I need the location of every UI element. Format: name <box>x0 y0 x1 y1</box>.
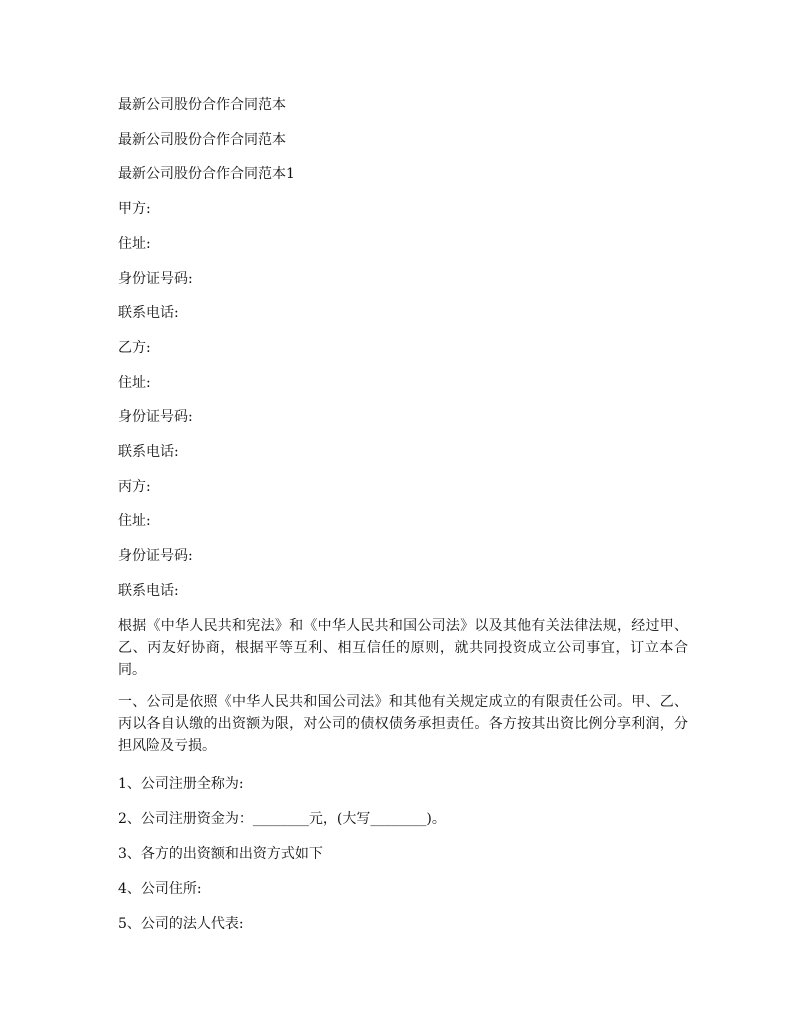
party-c-id-number: 身份证号码: <box>118 548 193 565</box>
party-c-phone: 联系电话: <box>118 582 179 599</box>
document-title: 最新公司股份合作合同范本 <box>118 97 286 113</box>
party-a-id-number: 身份证号码: <box>118 270 193 287</box>
item-contributions: 3、各方的出资额和出资方式如下 <box>118 845 323 862</box>
party-b-address: 住址: <box>118 374 151 391</box>
party-a-address: 住址: <box>118 235 151 252</box>
item-registered-capital: 2、公司注册资金为：________元，(大写________)。 <box>118 810 446 827</box>
party-c-address: 住址: <box>118 513 151 530</box>
document-subtitle: 最新公司股份合作合同范本 <box>118 131 286 148</box>
section-one-paragraph: 一、公司是依照《中华人民共和国公司法》和其他有关规定成立的有限责任公司。甲、乙、丙以各自认缴的出资额为限，对公司的债权债务承担责任。各方按其出资比例分享利润，分担风险及亏损。 <box>118 693 688 754</box>
party-a-label: 甲方: <box>118 201 151 218</box>
preamble-paragraph: 根据《中华人民共和宪法》和《中华人民共和国公司法》以及其他有关法律法规，经过甲、乙、丙友好协商，根据平等互利、相互信任的原则，就共同投资成立公司事宜，订立本合同。 <box>118 617 688 678</box>
item-legal-representative: 5、公司的法人代表: <box>118 915 244 932</box>
item-company-name: 1、公司注册全称为: <box>118 775 244 792</box>
party-b-label: 乙方: <box>118 339 151 356</box>
party-a-phone: 联系电话: <box>118 305 179 322</box>
document-body <box>118 88 688 942</box>
party-b-id-number: 身份证号码: <box>118 409 193 426</box>
item-company-address: 4、公司住所: <box>118 880 202 897</box>
party-b-phone: 联系电话: <box>118 444 179 461</box>
party-c-label: 丙方: <box>118 478 151 495</box>
document-heading: 最新公司股份合作合同范本1 <box>118 166 295 183</box>
